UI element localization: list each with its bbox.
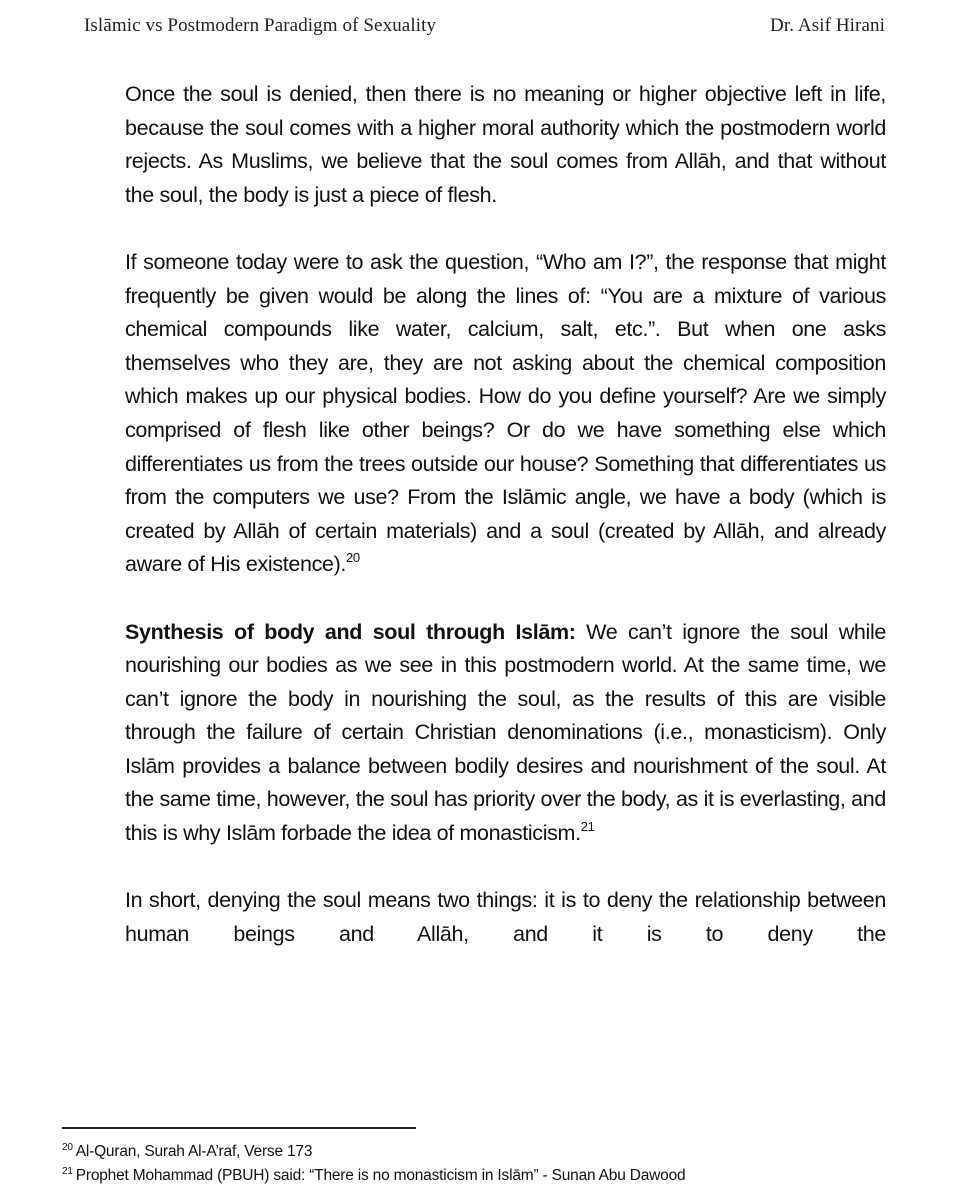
book-title: Islāmic vs Postmodern Paradigm of Sexuality [84, 15, 437, 36]
paragraph-lead: Synthesis of body and soul through Islām: [125, 619, 576, 644]
paragraph: Synthesis of body and soul through Islām: We can’t ignore the soul while nourishing our bodies as we see in this postmodern world. At the same time, we can’t ignore the body in nourishing the soul, as the results of this are visible through the failure of certain Christian denominations (i.e., monasticism). Only Islām provides a balance between bodily desires and nourishment of the soul. At the same time, however, the soul has priority over the body, as it is everlasting, and this is why Islām forbade the idea of monasticism.$^{21}$ [125, 619, 886, 846]
paragraph: Once the soul is denied, then there is no meaning or higher objective left in life, because the soul comes with a higher moral authority which the postmodern world rejects. As Muslims, we believe that the soul comes from Allāh, and that without the soul, the body is just a piece of flesh. [125, 82, 886, 207]
main-text [125, 78, 886, 951]
footnote: $^{21}$ Prophet Mohammad (PBUH) said: “There is no monasticism in Islām” - Sunan Abu Dawood [62, 1166, 686, 1184]
paragraph: In short, denying the soul means two things: it is to deny the relationship between human beings and Allāh, and it is to deny the [125, 888, 886, 946]
footnote-ref: 21 [580, 819, 595, 835]
footnotes [62, 1140, 942, 1188]
author-name: Dr. Asif Hirani [770, 15, 885, 36]
footnote-divider [62, 1127, 416, 1129]
footnote-ref: 20 [346, 550, 360, 566]
paragraph: If someone today were to ask the question, “Who am I?”, the response that might frequently be given would be along the lines of: “You are a mixture of various chemical compounds like water, calcium, salt, etc.”. But when one asks themselves who they are, they are not asking about the chemical composition which makes up our physical bodies. How do you define yourself? Are we simply comprised of flesh like other beings? Or do we have something else which differentiates us from the trees outside our house? Something that differentiates us from the computers we use? From the Islāmic angle, we have a body (which is created by Allāh of certain materials) and a soul (created by Allāh, and already aware of His existence).$^{20}$ [125, 249, 886, 577]
footnote: $^{20}$ Al-Quran, Surah Al-A’raf, Verse 173 [62, 1142, 313, 1160]
running-header [84, 15, 885, 37]
